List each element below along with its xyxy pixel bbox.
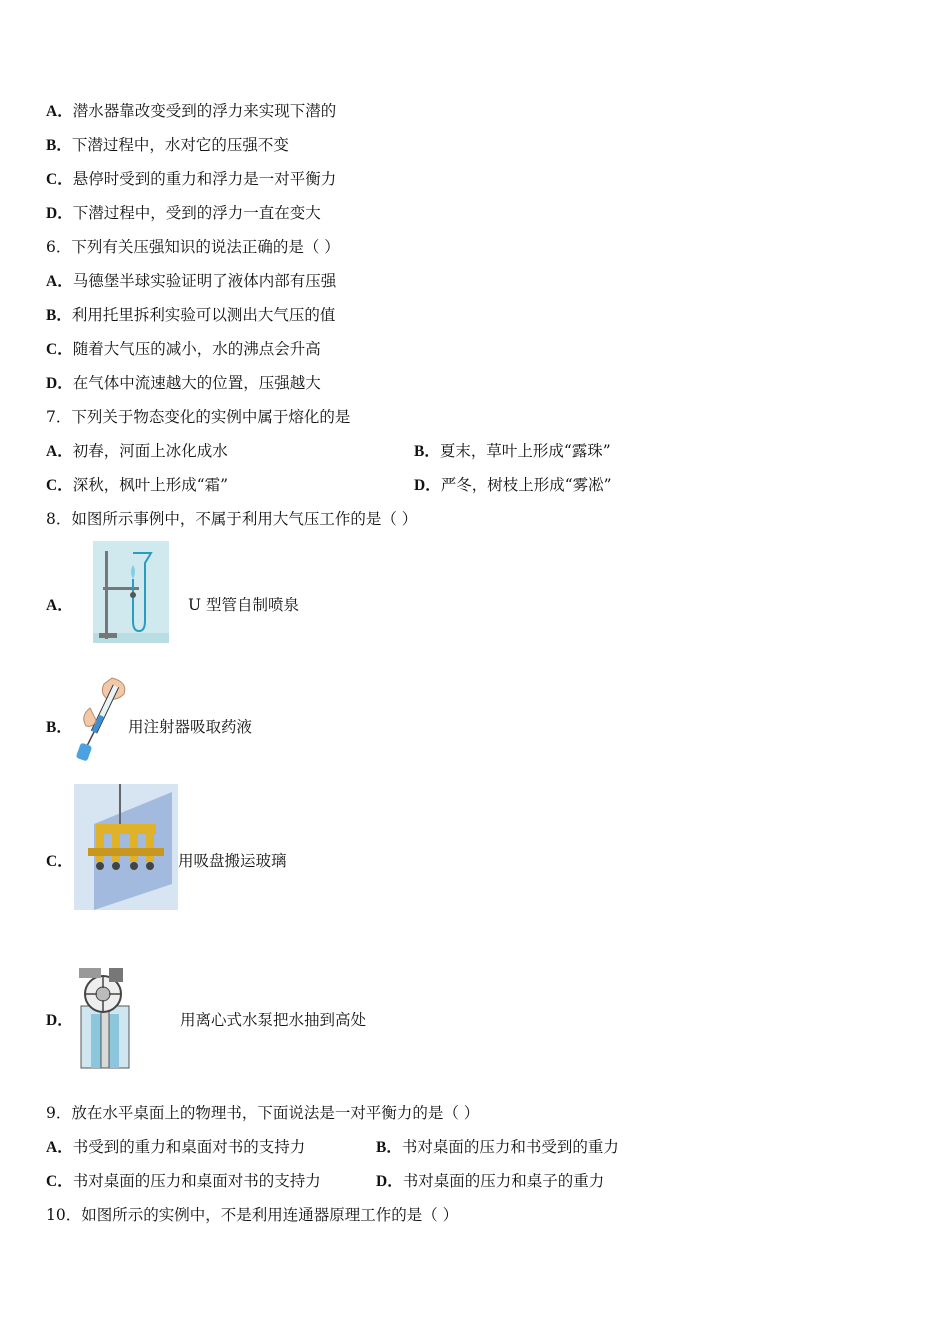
q9-option-c [46,1170,321,1193]
syringe-image [72,676,130,762]
q7-option-a [46,440,228,463]
option-label: D． [376,1173,403,1190]
option-label: A． [46,1139,73,1156]
centrifugal-pump-image [73,966,137,1070]
q5-option-d [46,202,321,225]
q8-stem: 8．如图所示事例中，不属于利用大气压工作的是（ ） [46,510,418,528]
option-text: 书对桌面的压力和书受到的重力 [401,1138,619,1156]
option-label: C． [46,477,73,494]
q9-stem: 9．放在水平桌面上的物理书，下面说法是一对平衡力的是（ ） [46,1104,480,1122]
option-text: 下潜过程中，水对它的压强不变 [71,136,289,154]
option-text: 下潜过程中，受到的浮力一直在变大 [72,204,321,222]
option-text: 利用托里拆利实验可以测出大气压的值 [71,306,336,324]
suction-cup-glass-image [74,784,178,910]
option-label: B． [376,1139,402,1156]
option-label: A． [46,273,73,290]
u-tube-fountain-image [93,541,169,643]
option-text: 书对桌面的压力和桌子的重力 [402,1172,605,1190]
option-label: A． [46,103,73,120]
option-text: 随着大气压的减小，水的沸点会升高 [72,340,321,358]
q8-option-d-label: D． [46,1012,73,1029]
q8-option-d-caption: 用离心式水泵把水抽到高处 [180,1011,367,1029]
q8-option-a-caption: U 型管自制喷泉 [188,596,299,614]
q6-option-d [46,372,321,395]
q6-option-c [46,338,321,361]
option-text: 夏末，草叶上形成“露珠” [439,442,611,460]
q8-option-a-label: A． [46,597,73,614]
q7-option-d [414,474,612,497]
q7-option-c [46,474,228,497]
q9-option-a [46,1136,305,1159]
option-text: 书对桌面的压力和桌面对书的支持力 [72,1172,321,1190]
q8-option-c-caption: 用吸盘搬运玻璃 [178,852,287,870]
option-label: C． [46,171,73,188]
option-text: 悬停时受到的重力和浮力是一对平衡力 [72,170,337,188]
option-text: 初春，河面上冰化成水 [72,442,228,460]
option-label: C． [46,1173,73,1190]
option-text: 在气体中流速越大的位置，压强越大 [72,374,321,392]
option-label: D． [46,375,73,392]
q9-option-d [376,1170,604,1193]
q5-option-b [46,134,289,157]
q5-option-c [46,168,336,191]
option-text: 严冬，树枝上形成“雾凇” [440,476,612,494]
option-text: 书受到的重力和桌面对书的支持力 [72,1138,306,1156]
option-label: C． [46,341,73,358]
q10-stem: 10．如图所示的实例中，不是利用连通器原理工作的是（ ） [46,1206,459,1224]
q6-option-b [46,304,335,327]
q9-option-b [376,1136,619,1159]
option-label: B． [414,443,440,460]
option-label: D． [414,477,441,494]
q8-option-c-label: C． [46,853,73,870]
q8-option-b-caption: 用注射器吸取药液 [128,718,253,736]
option-text: 潜水器靠改变受到的浮力来实现下潜的 [72,102,337,120]
option-label: B． [46,137,72,154]
q6-stem: 6．下列有关压强知识的说法正确的是（ ） [46,238,340,256]
option-text: 深秋，枫叶上形成“霜” [72,476,229,494]
q5-option-a [46,100,336,123]
option-label: A． [46,443,73,460]
q6-option-a [46,270,336,293]
q7-option-b [414,440,611,463]
option-label: D． [46,205,73,222]
option-label: B． [46,307,72,324]
q7-stem: 7．下列关于物态变化的实例中属于熔化的是 [46,408,351,426]
option-text: 马德堡半球实验证明了液体内部有压强 [72,272,337,290]
q8-option-b-label: B． [46,719,72,736]
